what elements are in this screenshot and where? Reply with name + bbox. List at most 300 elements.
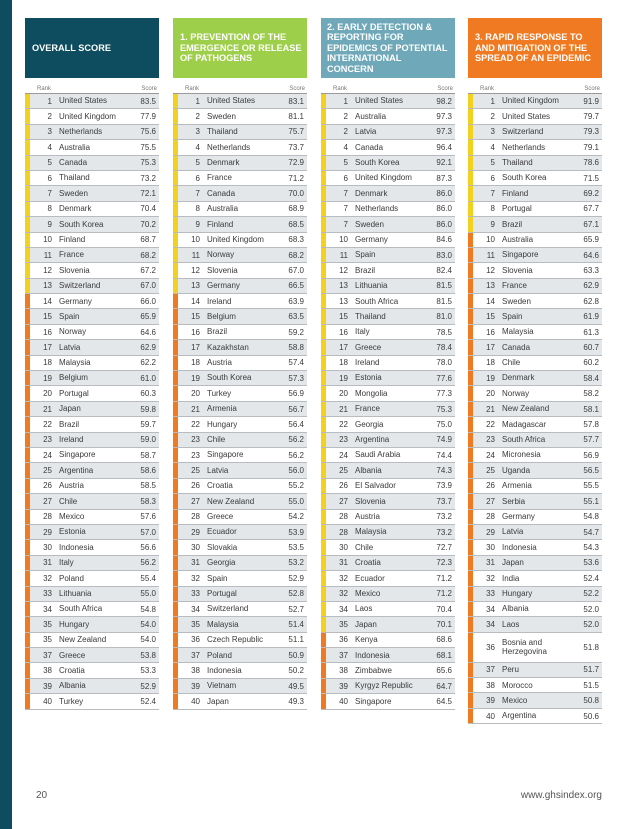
country-cell: Latvia: [502, 527, 524, 537]
rank-cell: 32: [339, 573, 348, 583]
country-cell: Austria: [355, 511, 380, 521]
country-cell: Ireland: [355, 358, 380, 368]
rank-cell: 18: [486, 358, 495, 368]
score-cell: 71.5: [583, 173, 599, 183]
table-row: [468, 202, 602, 217]
page-edge-stripe: [0, 0, 12, 829]
rank-cell: 22: [191, 419, 200, 429]
country-cell: Japan: [59, 404, 81, 414]
table-row: [173, 140, 307, 155]
score-cell: 52.9: [140, 681, 156, 691]
rank-cell: 34: [191, 604, 200, 614]
rank-cell: 37: [43, 650, 52, 660]
table-row: [321, 356, 455, 371]
country-cell: Germany: [207, 281, 240, 291]
rank-cell: 18: [43, 358, 52, 368]
rank-cell: 4: [47, 142, 52, 152]
score-cell: 77.9: [140, 112, 156, 122]
table-row: [321, 325, 455, 340]
country-cell: Portugal: [207, 588, 237, 598]
score-cell: 83.0: [436, 250, 452, 260]
rank-cell: 39: [191, 681, 200, 691]
country-cell: Malaysia: [355, 527, 387, 537]
rank-cell: 20: [339, 389, 348, 399]
score-heading: Score: [141, 86, 157, 92]
score-cell: 96.4: [436, 142, 452, 152]
table-row: [468, 140, 602, 155]
country-cell: Australia: [502, 234, 534, 244]
score-cell: 71.2: [436, 589, 452, 599]
score-cell: 73.7: [436, 496, 452, 506]
rank-cell: 38: [191, 666, 200, 676]
rank-cell: 4: [490, 142, 495, 152]
score-heading: Score: [289, 86, 305, 92]
rank-heading: Rank: [185, 86, 200, 92]
table-row: [321, 156, 455, 171]
score-cell: 74.4: [436, 450, 452, 460]
rank-heading: Rank: [333, 86, 348, 92]
country-cell: United States: [502, 111, 551, 121]
country-cell: Mexico: [59, 511, 85, 521]
country-cell: Spain: [59, 311, 80, 321]
rank-cell: 26: [339, 481, 348, 491]
country-cell: Indonesia: [207, 665, 242, 675]
rank-cell: 35: [43, 619, 52, 629]
table-row: [321, 140, 455, 155]
score-cell: 53.6: [583, 558, 599, 568]
score-cell: 56.0: [288, 466, 304, 476]
score-cell: 65.9: [583, 235, 599, 245]
table-row: [321, 233, 455, 248]
table-row: [25, 156, 159, 171]
score-cell: 70.1: [436, 619, 452, 629]
country-cell: Ecuador: [207, 527, 237, 537]
country-cell: Poland: [207, 650, 232, 660]
country-cell: Portugal: [59, 388, 89, 398]
score-cell: 79.3: [583, 127, 599, 137]
table-row: [468, 463, 602, 478]
score-cell: 68.9: [288, 204, 304, 214]
rank-cell: 3: [195, 127, 200, 137]
country-cell: South Africa: [502, 435, 546, 445]
rank-cell: 11: [339, 250, 348, 260]
score-cell: 54.3: [583, 543, 599, 553]
country-cell: Czech Republic: [207, 635, 264, 645]
score-cell: 50.2: [288, 666, 304, 676]
rank-cell: 14: [43, 296, 52, 306]
country-cell: Laos: [355, 604, 373, 614]
table-row: [321, 694, 455, 709]
score-cell: 49.5: [288, 681, 304, 691]
score-cell: 54.0: [140, 619, 156, 629]
rank-cell: 23: [486, 435, 495, 445]
rank-cell: 2: [47, 112, 52, 122]
country-cell: Denmark: [355, 188, 388, 198]
table-row: [321, 340, 455, 355]
rank-cell: 22: [43, 419, 52, 429]
score-cell: 56.9: [288, 389, 304, 399]
country-cell: Croatia: [355, 558, 381, 568]
rank-cell: 12: [191, 265, 200, 275]
rank-cell: 13: [339, 296, 348, 306]
country-cell: Belgium: [207, 311, 236, 321]
country-cell: Finland: [207, 219, 234, 229]
table-row: [321, 309, 455, 324]
rank-cell: 18: [339, 358, 348, 368]
country-cell: Hungary: [207, 419, 238, 429]
country-cell: France: [59, 250, 84, 260]
table-row: [321, 494, 455, 509]
rank-cell: 6: [343, 173, 348, 183]
score-cell: 61.9: [583, 312, 599, 322]
table-row: [25, 479, 159, 494]
table-row: [468, 525, 602, 540]
score-cell: 82.4: [436, 265, 452, 275]
rank-cell: 28: [339, 512, 348, 522]
country-cell: Hungary: [502, 588, 533, 598]
table-row: [25, 679, 159, 694]
score-cell: 92.1: [436, 158, 452, 168]
table-row: [468, 263, 602, 278]
table-row: [25, 248, 159, 263]
rank-cell: 26: [191, 481, 200, 491]
rank-cell: 13: [486, 281, 495, 291]
table-row: [173, 571, 307, 586]
table-row: [173, 525, 307, 540]
table-row: [25, 571, 159, 586]
score-cell: 74.3: [436, 466, 452, 476]
score-cell: 68.7: [140, 235, 156, 245]
rank-cell: 28: [43, 512, 52, 522]
country-cell: South Korea: [355, 158, 400, 167]
country-cell: South Korea: [502, 173, 547, 183]
table-row: [321, 540, 455, 555]
column-headings: [321, 82, 455, 92]
rank-cell: 25: [339, 466, 348, 476]
table-row: [321, 186, 455, 201]
table-row: [321, 679, 455, 694]
country-cell: Denmark: [207, 158, 240, 167]
rank-cell: 16: [486, 327, 495, 337]
column-headings: [25, 82, 159, 92]
score-cell: 68.6: [436, 635, 452, 645]
rank-cell: 21: [191, 404, 200, 414]
country-cell: Croatia: [59, 665, 85, 675]
table-row: [173, 309, 307, 324]
table-row: [321, 248, 455, 263]
rank-cell: 17: [339, 342, 348, 352]
score-cell: 52.7: [288, 604, 304, 614]
country-cell: United Kingdom: [207, 234, 264, 244]
rank-cell: 37: [486, 665, 495, 675]
country-cell: Ecuador: [355, 573, 385, 583]
score-cell: 52.2: [583, 589, 599, 599]
table-row: [25, 617, 159, 632]
table-row: [321, 279, 455, 294]
rank-cell: 11: [486, 250, 495, 260]
country-cell: India: [502, 573, 520, 583]
score-cell: 75.7: [288, 127, 304, 137]
table-row: [173, 340, 307, 355]
table-row: [173, 125, 307, 140]
table-row: [468, 540, 602, 555]
page-number: 20: [36, 790, 48, 801]
table-row: [25, 540, 159, 555]
table-row: [468, 556, 602, 571]
country-cell: Spain: [207, 573, 228, 583]
score-cell: 78.4: [436, 342, 452, 352]
score-cell: 72.3: [436, 558, 452, 568]
table-header: [25, 18, 159, 78]
score-cell: 87.3: [436, 173, 452, 183]
table-row: [468, 371, 602, 386]
table-row: [173, 602, 307, 617]
rank-cell: 40: [191, 696, 200, 706]
rank-cell: 1: [343, 96, 348, 106]
table-row: [321, 510, 455, 525]
response-table: [468, 18, 602, 724]
table-row: [173, 433, 307, 448]
country-cell: Brazil: [502, 219, 523, 229]
rank-cell: 10: [43, 235, 52, 245]
score-cell: 72.9: [288, 158, 304, 168]
country-cell: United States: [207, 96, 256, 106]
table-row: [25, 633, 159, 648]
rank-cell: 21: [339, 404, 348, 414]
table-row: [25, 140, 159, 155]
rank-cell: 8: [490, 204, 495, 214]
country-cell: Indonesia: [355, 650, 390, 660]
country-cell: Latvia: [355, 127, 377, 137]
score-cell: 56.9: [583, 450, 599, 460]
table-row: [321, 479, 455, 494]
rank-cell: 15: [191, 312, 200, 322]
rank-cell: 31: [486, 558, 495, 568]
country-cell: Kenya: [355, 635, 378, 645]
rank-cell: 23: [339, 435, 348, 445]
rank-cell: 3: [47, 127, 52, 137]
rank-cell: 1: [195, 96, 200, 106]
table-row: [468, 448, 602, 463]
score-cell: 73.2: [436, 527, 452, 537]
country-cell: Chile: [59, 496, 78, 506]
rank-cell: 19: [43, 373, 52, 383]
table-row: [468, 356, 602, 371]
rank-cell: 28: [486, 512, 495, 522]
score-cell: 67.2: [140, 265, 156, 275]
score-cell: 58.7: [140, 450, 156, 460]
country-cell: Malaysia: [502, 327, 534, 337]
table-row: [468, 186, 602, 201]
rank-cell: 7: [343, 219, 348, 229]
rank-cell: 1: [490, 96, 495, 106]
table-row: [25, 340, 159, 355]
score-cell: 83.5: [140, 96, 156, 106]
country-cell: South Africa: [355, 296, 399, 306]
rank-cell: 23: [191, 435, 200, 445]
rank-cell: 24: [339, 450, 348, 460]
table-row: [173, 617, 307, 632]
rank-cell: 7: [490, 189, 495, 199]
table-row: [25, 556, 159, 571]
country-cell: Norway: [59, 327, 87, 337]
country-cell: United States: [59, 96, 108, 106]
rank-cell: 2: [343, 112, 348, 122]
rank-cell: 34: [43, 604, 52, 614]
score-cell: 69.2: [583, 189, 599, 199]
score-cell: 53.5: [288, 543, 304, 553]
score-cell: 65.6: [436, 666, 452, 676]
rank-cell: 12: [43, 265, 52, 275]
table-row: [468, 510, 602, 525]
table-row: [173, 109, 307, 124]
table-row: [25, 109, 159, 124]
score-cell: 54.7: [583, 527, 599, 537]
table-row: [173, 356, 307, 371]
rank-cell: 19: [486, 373, 495, 383]
table-row: [173, 510, 307, 525]
table-row: [468, 433, 602, 448]
score-cell: 52.4: [140, 696, 156, 706]
rank-cell: 2: [343, 127, 348, 137]
country-cell: Morocco: [502, 680, 533, 690]
table-row: [25, 648, 159, 663]
score-cell: 54.8: [140, 604, 156, 614]
table-row: [25, 217, 159, 232]
country-cell: Singapore: [502, 250, 539, 260]
country-cell: Kyrgyz Republic: [355, 681, 413, 691]
score-cell: 98.2: [436, 96, 452, 106]
country-cell: Chile: [207, 435, 226, 445]
rank-cell: 15: [339, 312, 348, 322]
score-cell: 57.3: [288, 373, 304, 383]
rank-cell: 36: [191, 635, 200, 645]
score-cell: 62.9: [583, 281, 599, 291]
table-row: [468, 156, 602, 171]
country-cell: Estonia: [59, 527, 86, 537]
score-cell: 64.6: [140, 327, 156, 337]
table-row: [468, 94, 602, 109]
rank-cell: 26: [43, 481, 52, 491]
table-row: [173, 540, 307, 555]
rank-cell: 12: [339, 265, 348, 275]
country-cell: Chile: [355, 542, 374, 552]
score-cell: 60.7: [583, 342, 599, 352]
score-cell: 81.5: [436, 296, 452, 306]
rank-cell: 21: [43, 404, 52, 414]
country-cell: Kazakhstan: [207, 342, 249, 352]
rank-cell: 27: [339, 496, 348, 506]
country-cell: France: [355, 404, 380, 414]
table-row: [321, 402, 455, 417]
score-cell: 53.2: [288, 558, 304, 568]
rank-cell: 29: [43, 527, 52, 537]
country-cell: Spain: [502, 311, 523, 321]
table-row: [25, 263, 159, 278]
table-row: [468, 494, 602, 509]
country-cell: Canada: [207, 188, 236, 198]
country-cell: Mexico: [502, 695, 528, 705]
score-cell: 68.3: [288, 235, 304, 245]
country-cell: Saudi Arabia: [355, 450, 401, 460]
score-cell: 79.1: [583, 142, 599, 152]
country-cell: Slovenia: [502, 265, 533, 275]
table-row: [173, 648, 307, 663]
country-cell: Finland: [59, 234, 86, 244]
rank-cell: 29: [191, 527, 200, 537]
country-cell: Micronesia: [502, 450, 541, 460]
score-cell: 55.5: [583, 481, 599, 491]
table-row: [321, 571, 455, 586]
rank-cell: 19: [191, 373, 200, 383]
country-cell: Sweden: [502, 296, 531, 306]
table-row: [173, 417, 307, 432]
country-cell: Georgia: [207, 558, 236, 568]
country-cell: Netherlands: [502, 142, 546, 152]
country-cell: Japan: [207, 696, 229, 706]
country-cell: Argentina: [59, 465, 94, 475]
score-cell: 73.7: [288, 142, 304, 152]
rank-cell: 31: [339, 558, 348, 568]
country-cell: Sweden: [355, 219, 384, 229]
overall-score-table: [25, 18, 159, 710]
rank-cell: 2: [195, 112, 200, 122]
table-row: [25, 186, 159, 201]
score-cell: 78.5: [436, 327, 452, 337]
table-row: [25, 294, 159, 309]
table-row: [468, 386, 602, 401]
country-cell: Switzerland: [502, 127, 544, 137]
table-row: [25, 433, 159, 448]
score-cell: 68.2: [288, 250, 304, 260]
country-cell: Sweden: [207, 111, 236, 121]
table-row: [25, 448, 159, 463]
table-row: [173, 263, 307, 278]
rank-cell: 20: [486, 389, 495, 399]
rank-cell: 33: [486, 589, 495, 599]
country-cell: Hungary: [59, 619, 90, 629]
rank-cell: 14: [191, 296, 200, 306]
footer-url: www.ghsindex.org: [520, 790, 602, 801]
rank-cell: 36: [339, 635, 348, 645]
table-row: [321, 617, 455, 632]
rank-cell: 27: [43, 496, 52, 506]
country-cell: United Kingdom: [355, 173, 412, 183]
country-cell: Turkey: [59, 696, 84, 706]
score-cell: 63.5: [288, 312, 304, 322]
rank-cell: 30: [486, 543, 495, 553]
rank-cell: 13: [339, 281, 348, 291]
country-cell: Germany: [502, 511, 535, 521]
rank-cell: 7: [195, 189, 200, 199]
score-cell: 59.0: [140, 435, 156, 445]
score-cell: 56.4: [288, 419, 304, 429]
score-cell: 51.1: [288, 635, 304, 645]
table-row: [173, 694, 307, 709]
table-row: [468, 279, 602, 294]
score-cell: 81.1: [288, 112, 304, 122]
table-row: [25, 279, 159, 294]
table-row: [321, 417, 455, 432]
rank-cell: 17: [486, 342, 495, 352]
table-row: [321, 371, 455, 386]
rank-cell: 35: [339, 619, 348, 629]
rank-cell: 19: [339, 373, 348, 383]
table-row: [173, 371, 307, 386]
rank-cell: 11: [191, 250, 200, 260]
rank-cell: 24: [486, 450, 495, 460]
table-row: [468, 587, 602, 602]
